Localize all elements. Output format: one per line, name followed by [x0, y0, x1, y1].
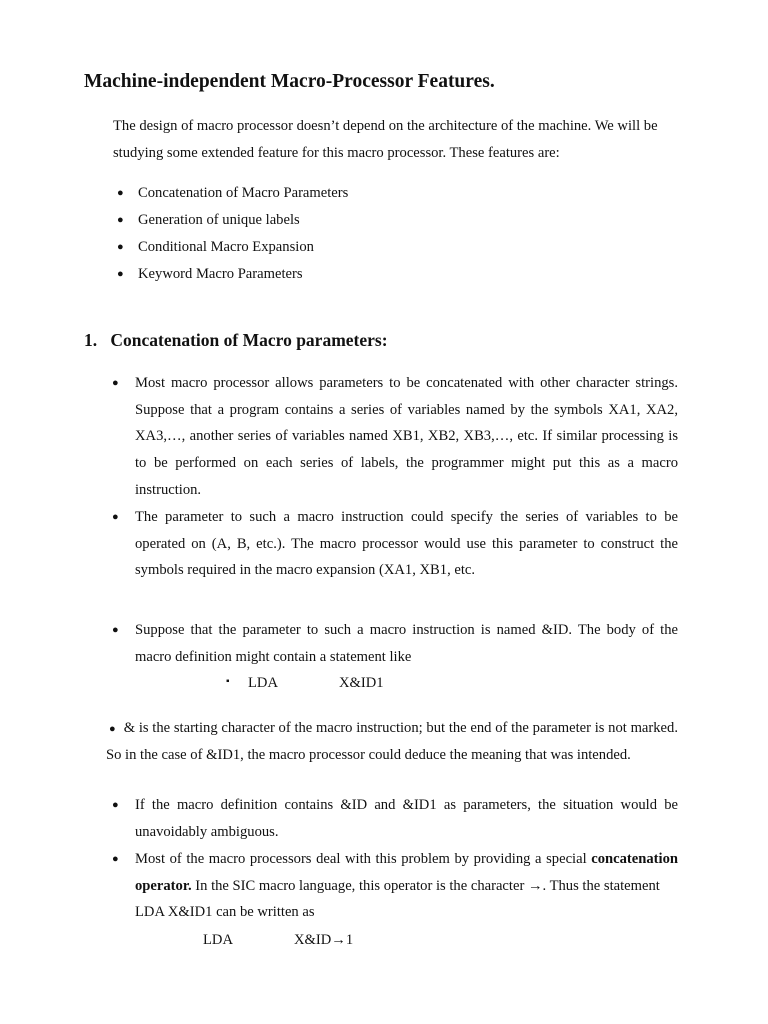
list-item: ● Most macro processor allows parameters to be concatenated with other character strings. Suppose that a program contains a series of variables named by the symbols XA1, XA2, XA3,…, another series of variables named XB1, XB2, XB3,…, etc. If similar processing is to be performed on each series of labels, the programmer might put this as a macro instruction. — [135, 370, 678, 504]
feature-list-item: ● Concatenation of Macro Parameters — [138, 180, 348, 207]
square-bullet-icon: ▪ — [226, 676, 230, 687]
page-title: Machine-independent Macro-Processor Features. — [84, 71, 495, 92]
list-item: ● If the macro definition contains &ID and &ID1 as parameters, the situation would be unavoidably ambiguous. — [135, 792, 678, 845]
body-paragraph: ● & is the starting character of the macro instruction; but the end of the parameter is not marked. So in the case of &ID1, the macro processor could deduce the meaning that was intended. — [106, 719, 678, 764]
bullet-icon: ● — [117, 187, 124, 199]
section-number: 1. — [84, 330, 98, 350]
section-title: Concatenation of Macro parameters: — [110, 330, 388, 350]
code-operand: X&ID1 — [339, 675, 384, 691]
bullet-icon: ● — [117, 241, 124, 253]
list-item: ● Most of the macro processors deal with this problem by providing a special concatenation operator. In the SIC macro language, this operator is the character →. Thus the statement LDA X&ID1 can be written as — [135, 846, 678, 926]
bullet-icon: ● — [117, 268, 124, 280]
list-item: ● The parameter to such a macro instruction could specify the series of variables to be operated on (A, B, etc.). The macro processor would use this parameter to construct the symbols required in the macro expansion (XA1, XB1, etc. — [135, 504, 678, 584]
code-opcode: LDA — [203, 932, 233, 948]
feature-list-item: ● Keyword Macro Parameters — [138, 261, 303, 288]
list-item: ● Suppose that the parameter to such a macro instruction is named &ID. The body of the macro definition might contain a statement like — [135, 617, 678, 670]
code-operand: X&ID→1 — [294, 932, 354, 948]
bullet-icon: ● — [112, 624, 119, 636]
feature-list-item: ● Generation of unique labels — [138, 207, 300, 234]
bullet-icon: ● — [112, 853, 119, 865]
bullet-icon: ● — [112, 799, 119, 811]
concatenation-operator-term: concatenation operator. — [135, 851, 678, 894]
section-heading — [84, 330, 388, 351]
code-opcode: LDA — [248, 675, 278, 691]
bullet-icon: ● — [117, 214, 124, 226]
bullet-icon: ● — [109, 722, 116, 735]
intro-paragraph: The design of macro processor doesn’t depend on the architecture of the machine. We will be studying some extended feature for this macro processor. These features are: — [113, 118, 658, 161]
feature-list-item: ● Conditional Macro Expansion — [138, 234, 314, 261]
bullet-icon: ● — [112, 511, 119, 523]
bullet-icon: ● — [112, 377, 119, 389]
